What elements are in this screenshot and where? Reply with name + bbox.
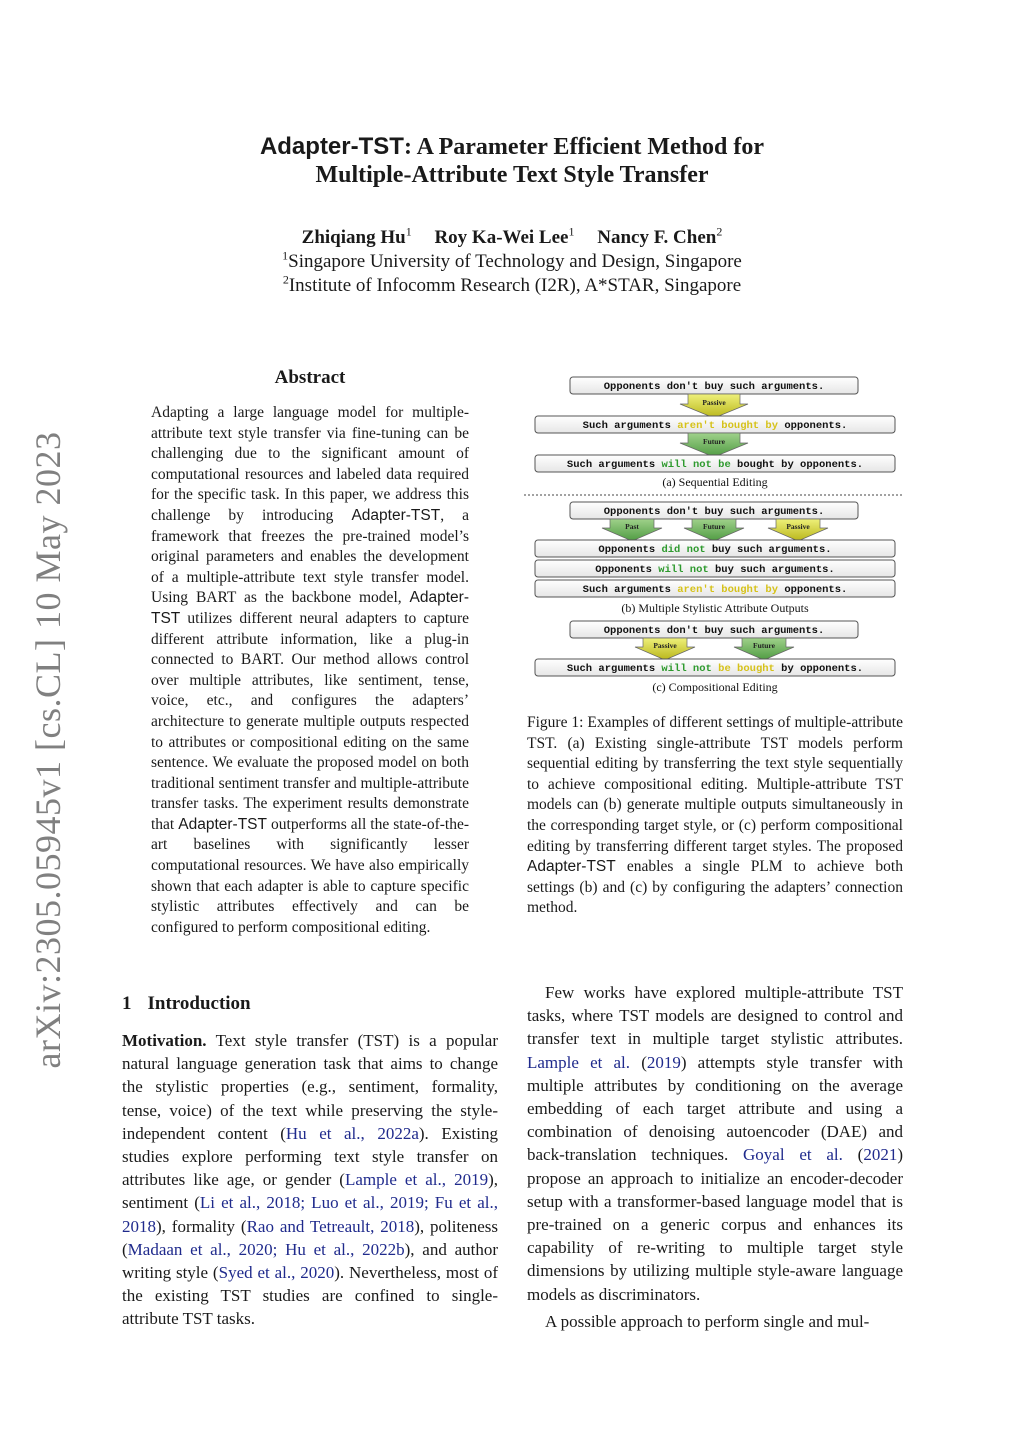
abstract-text: Adapting a large language model for multiple-attribute text style transfer via fine-tuning can be challenging due to the significant amount of computational resources and labeled data required for the specific task. In this paper, we address this challenge by introducing Adapter-TST, a framework that freezes the pre-trained model’s original parameters and enables the development of a multiple-attribute text style transfer model. Using BART as the backbone model, Adapter-TST utilizes different neural adapters to capture different attribute information, like a plug-in connected to BART. Our method allows control over multiple attributes, like sentiment, tense, voice, etc., and configures the adapters’ architecture to generate multiple outputs respected to attributes or compositional editing on the same sentence. We evaluate the proposed model on both traditional sentiment transfer and multiple-attribute transfer tasks. The experiment results demonstrate that Adapter-TST outperforms all the state-of-the-art baselines with significantly lesser computational resources. We have also empirically shown that each adapter is able to capture specific stylistic attributes effectively and can be configured to perform compositional editing.: [151, 404, 469, 936]
author-names: [150, 226, 874, 250]
author-block: [150, 226, 874, 298]
citation-link[interactable]: 2021: [863, 1145, 898, 1165]
right-column-paragraph: Few works have explored multiple-attribute TST tasks, where TST models are designed to control and transfer text in multiple target stylistic attributes. Lample et al. (2019) attempts style transfer with multiple attributes by conditioning on the average embedding of each target attribute and using a combination of denoising autoencoder (DAE) and back-translation techniques. Goyal et al. (2021) propose an approach to initialize an encoder-decoder setup with a transformer-based language model that is pre-trained on a generic corpus and enhances its capability of re-writing to multiple target style dimensions by utilizing multiple style-aware language models as discriminators.: [527, 983, 903, 1304]
citation-link[interactable]: Lample et al., 2019: [344, 1170, 489, 1190]
system-name: Adapter-TST: [351, 506, 441, 524]
c-arrow-future: [734, 638, 794, 660]
arxiv-identifier: [18, 431, 78, 1069]
c-arrow-passive: [635, 638, 695, 660]
b-arrow-past: [602, 519, 662, 541]
svg-text:Opponents don't buy such argum: Opponents don't buy such arguments.: [603, 506, 825, 518]
citation-link[interactable]: Goyal et al.: [743, 1145, 843, 1165]
system-name: Adapter-TST: [527, 858, 616, 876]
affiliation-2: $^2$Institute of Infocomm Research (I2R), A*STAR, Singapore: [282, 272, 742, 296]
citation-link[interactable]: Syed et al., 2020: [218, 1263, 335, 1283]
title-system-name: Adapter-TST: [259, 133, 404, 160]
svg-text:Past: Past: [625, 522, 639, 531]
arxiv-id-text: arXiv:2305.05945v1 [cs.CL] 10 May 2023: [28, 431, 68, 1069]
a-source-text: Opponents don't buy such arguments.: [603, 381, 825, 393]
citation-link[interactable]: Madaan et al., 2020; Hu et al., 2022b: [127, 1239, 405, 1259]
a-arrow-future: [680, 433, 748, 457]
svg-text:Such arguments aren't bought b: Such arguments aren't bought by opponents.: [582, 420, 848, 432]
svg-text:Future: Future: [703, 522, 725, 531]
svg-text:Passive: Passive: [653, 641, 677, 650]
svg-text:Future: Future: [703, 437, 725, 446]
affiliation-1: $^1$Singapore University of Technology and Design, Singapore: [282, 248, 742, 272]
svg-text:Passive: Passive: [702, 398, 726, 407]
title-line1: : A Parameter Efficient Method for: [403, 134, 765, 160]
a-arrow-passive: [680, 394, 748, 418]
section-heading-introduction: 1 Introduction: [122, 993, 251, 1014]
svg-text:Opponents will not buy such ar: Opponents will not buy such arguments.: [595, 564, 835, 576]
system-name: Adapter-TST: [151, 589, 469, 627]
svg-text:Passive: Passive: [786, 522, 810, 531]
c-subcaption: (c) Compositional Editing: [652, 680, 778, 694]
paper-title: [150, 133, 874, 189]
citation-link[interactable]: 2019: [646, 1052, 681, 1072]
svg-text:Such arguments aren't bought b: Such arguments aren't bought by opponents.: [582, 584, 848, 596]
citation-link[interactable]: Lample et al.: [527, 1052, 631, 1072]
svg-text:Opponents did not buy such arg: Opponents did not buy such arguments.: [598, 544, 832, 556]
citation-link[interactable]: Rao and Tetreault, 2018: [246, 1216, 415, 1236]
citation-link[interactable]: Hu et al., 2022a: [285, 1123, 419, 1143]
title-line2: Multiple-Attribute Text Style Transfer: [315, 162, 709, 188]
a-subcaption: (a) Sequential Editing: [662, 475, 768, 489]
figure-1-diagram: [520, 370, 910, 700]
figure-1-caption: Figure 1: Examples of different settings of multiple-attribute TST. (a) Existing single-attribute TST models perform sequential editing by transferring the text style sequentially to achieve compositional editing. Multiple-attribute TST models can (b) generate multiple outputs simultaneously in the corresponding target style, or (c) perform compositional editing by transferring different target styles. The proposed Adapter-TST enables a single PLM to achieve both settings (b) and (c) by configuring the adapters’ connection method.: [527, 714, 903, 917]
author-1: Zhiqiang Hu$^1$: [301, 224, 412, 248]
intro-paragraph: Motivation. Text style transfer (TST) is a popular natural language generation task that aims to change the stylistic properties (e.g., sentiment, formality, tense, voice) of the text while preserving the style-independent content (Hu et al., 2022a). Existing studies explore performing text style transfer on attributes like age, or gender (Lample et al., 2019), sentiment (Li et al., 2018; Luo et al., 2019; Fu et al., 2018), formality (Rao and Tetreault, 2018), politeness (Madaan et al., 2020; Hu et al., 2022b), and author writing style (Syed et al., 2020). Nevertheless, most of the existing TST studies are confined to single-attribute TST tasks.: [122, 1031, 498, 1329]
b-subcaption: (b) Multiple Stylistic Attribute Outputs: [621, 601, 809, 615]
system-name: Adapter-TST: [178, 815, 267, 833]
svg-text:Such arguments will not be bou: Such arguments will not be bought by opponents.: [566, 663, 864, 675]
right-column-last-line: A possible approach to perform single and mul-: [545, 1312, 870, 1331]
svg-text:Opponents don't buy such argum: Opponents don't buy such arguments.: [603, 625, 825, 637]
svg-text:Such arguments will not be bou: Such arguments will not be bought by opponents.: [566, 459, 864, 471]
b-arrow-future: [684, 519, 744, 541]
author-3: Nancy F. Chen$^2$: [597, 224, 723, 248]
abstract-heading: Abstract: [274, 367, 346, 388]
svg-text:Future: Future: [753, 641, 775, 650]
author-2: Roy Ka-Wei Lee$^1$: [434, 224, 575, 248]
b-arrow-passive: [768, 519, 828, 541]
citation-link[interactable]: Li et al., 2018; Luo et al., 2019; Fu et al., 2018: [122, 1193, 498, 1236]
